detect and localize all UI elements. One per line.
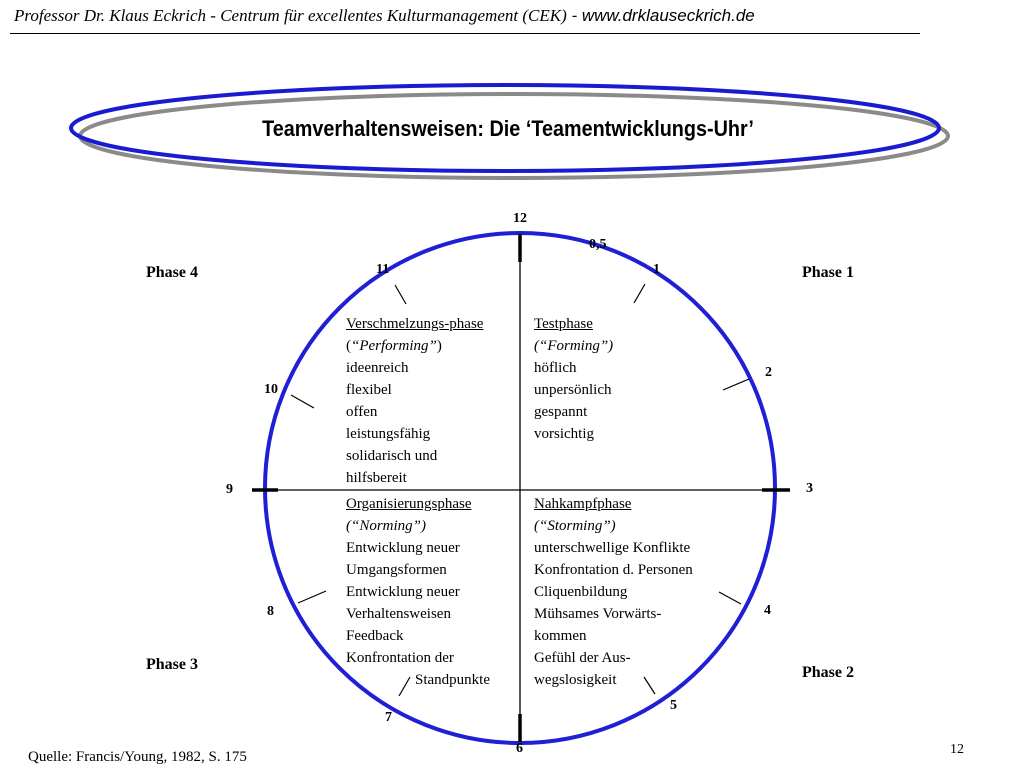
list-item: unterschwellige Konflikte xyxy=(534,540,691,556)
clock-number-5: 5 xyxy=(670,698,677,713)
phase-4-label: Phase 4 xyxy=(146,264,198,281)
tick-11 xyxy=(395,285,406,304)
list-item: Cliquenbildung xyxy=(534,584,628,600)
phase-2-label: Phase 2 xyxy=(802,664,854,681)
list-item: hilfsbereit xyxy=(346,470,407,486)
list-item: Konfrontation d. Personen xyxy=(534,562,693,578)
tick-2 xyxy=(723,379,749,390)
quadrant-heading: Verschmelzungs-phase xyxy=(346,316,484,332)
quadrant-subtitle: (“Performing”) xyxy=(346,338,442,354)
list-item: Entwicklung neuer xyxy=(346,540,460,556)
list-item: Entwicklung neuer xyxy=(346,584,460,600)
list-item: unpersönlich xyxy=(534,382,612,398)
list-item: wegslosigkeit xyxy=(534,672,617,688)
phase-1-label: Phase 1 xyxy=(802,264,854,281)
list-item: Mühsames Vorwärts- xyxy=(534,606,662,622)
list-item: ideenreich xyxy=(346,360,409,376)
header-author: Professor Dr. Klaus Eckrich - Centrum für excellentes Kulturmanagement (CEK) xyxy=(14,6,567,25)
list-item: Gefühl der Aus- xyxy=(534,650,631,666)
quadrant-subtitle: (“Storming”) xyxy=(534,518,616,534)
phase-3-label: Phase 3 xyxy=(146,656,198,673)
tick-10 xyxy=(291,395,314,408)
clock-number-12: 12 xyxy=(513,211,527,226)
quadrant-heading: Organisierungsphase xyxy=(346,496,472,512)
page-title: Teamverhaltensweisen: Die ‘Teamentwicklungs-Uhr’ xyxy=(262,116,754,141)
list-item: Standpunkte xyxy=(415,672,490,688)
tick-1 xyxy=(634,284,645,303)
list-item: solidarisch und xyxy=(346,448,438,464)
list-item: Verhaltensweisen xyxy=(346,606,451,622)
tick-8 xyxy=(298,591,326,603)
clock-number-10: 10 xyxy=(264,382,278,397)
list-item: gespannt xyxy=(534,404,588,420)
quadrant-storming xyxy=(534,493,693,691)
quadrant-norming xyxy=(346,493,490,691)
clock-number-2: 2 xyxy=(765,365,772,380)
clock-number-4: 4 xyxy=(764,603,771,618)
tick-4 xyxy=(719,592,741,604)
clock-number-9: 9 xyxy=(226,482,233,497)
quadrant-forming xyxy=(534,313,613,445)
quadrant-subtitle: (“Norming”) xyxy=(346,518,427,534)
list-item: leistungsfähig xyxy=(346,426,431,442)
quadrant-heading: Nahkampfphase xyxy=(534,496,632,512)
list-item: Konfrontation der xyxy=(346,650,454,666)
clock-number-1: 1 xyxy=(653,262,660,277)
header-url: www.drklauseckrich.de xyxy=(581,6,755,25)
list-item: vorsichtig xyxy=(534,426,594,442)
quadrant-subtitle: (“Forming”) xyxy=(534,338,614,354)
list-item: höflich xyxy=(534,360,577,376)
clock-number-3: 3 xyxy=(806,481,813,496)
clock-number-7: 7 xyxy=(385,710,392,725)
clock-number-0-5: 0,5 xyxy=(589,237,607,252)
page-number: 12 xyxy=(950,742,964,757)
list-item: flexibel xyxy=(346,382,392,398)
quadrant-performing xyxy=(346,313,483,489)
list-item: Umgangsformen xyxy=(346,562,447,578)
quadrant-heading: Testphase xyxy=(534,316,593,332)
list-item: Feedback xyxy=(346,628,404,644)
list-item: offen xyxy=(346,404,378,420)
clock-number-6: 6 xyxy=(516,741,523,756)
list-item: kommen xyxy=(534,628,587,644)
source-citation: Quelle: Francis/Young, 1982, S. 175 xyxy=(28,749,247,765)
clock-number-8: 8 xyxy=(267,604,274,619)
header-separator: - xyxy=(566,6,582,25)
clock-number-11: 11 xyxy=(376,262,390,277)
